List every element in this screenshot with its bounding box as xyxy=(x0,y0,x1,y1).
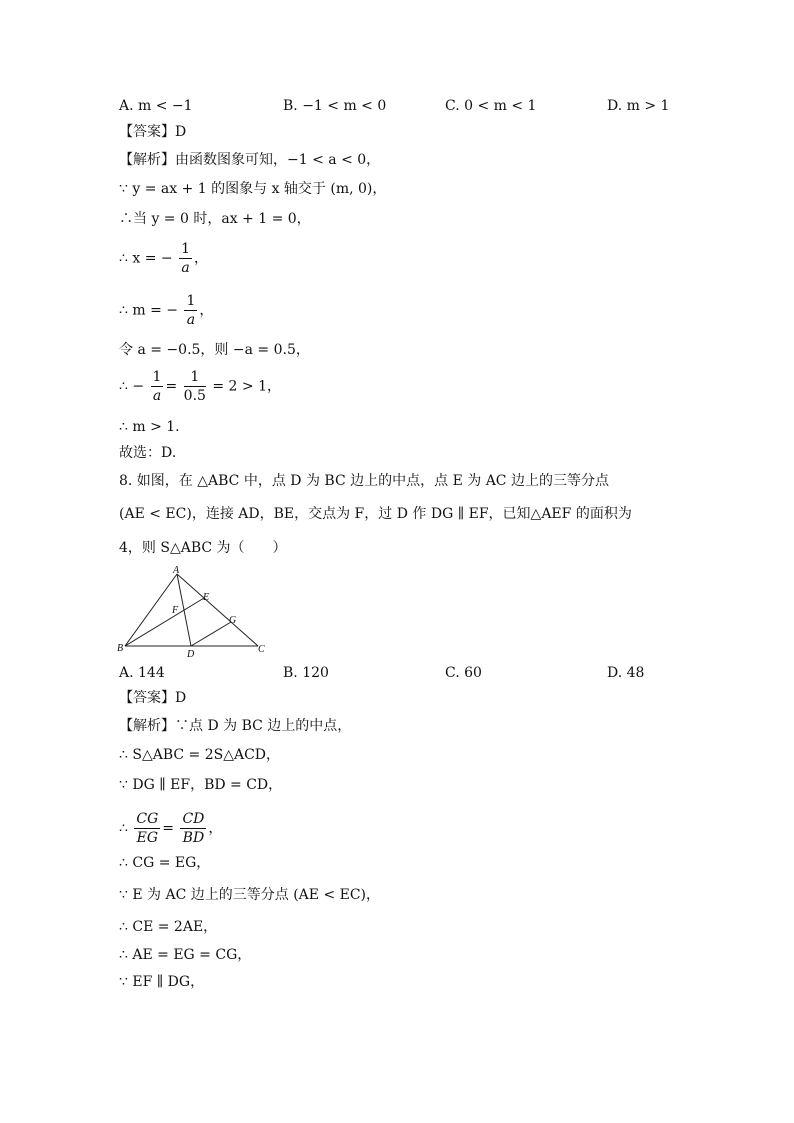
q8-option-c: C. 60 xyxy=(445,665,482,681)
q7-neg-prefix: ∴ − xyxy=(119,378,145,395)
label-f: F xyxy=(172,605,179,616)
q7-analysis-line-4: ∴ x = − $\frac{1}{a}$ ， xyxy=(119,241,208,276)
label-c: C xyxy=(258,644,265,655)
q8-answer: 【答案】D xyxy=(119,690,187,706)
q7-option-d: D. m > 1 xyxy=(607,98,670,114)
q7-m-expression: ∴ m = − xyxy=(119,302,178,319)
fraction-numerator: 1 xyxy=(184,368,206,387)
q8-fraction-cg-eg xyxy=(134,810,160,847)
q8-analysis-line-9: ∵ EF ∥ DG， xyxy=(119,974,205,990)
q8-analysis-line-2: ∴ S△ABC = 2S△ACD， xyxy=(119,747,281,763)
fraction-numerator: 1 xyxy=(186,293,196,309)
q8-stem-line-1: 8. 如图，在 △ABC 中，点 D 为 BC 边上的中点，点 E 为 AC 边上的三等分点 xyxy=(119,473,609,489)
label-g: G xyxy=(229,615,237,626)
q8-analysis-line-4: ∴ $\frac{CG}{EG}$ = $\frac{CD}{BD}$ ， xyxy=(119,811,223,846)
triangle-figure xyxy=(112,564,272,660)
q7-fraction-1-over-a-3 xyxy=(151,368,164,405)
q7-analysis-line-3: ∴当 y = 0 时，ax + 1 = 0， xyxy=(119,211,311,227)
q8-option-d: D. 48 xyxy=(607,665,645,681)
q8-analysis-line-7: ∴ CE = 2AE， xyxy=(119,919,218,935)
fraction-denominator: a xyxy=(186,312,196,328)
label-b: B xyxy=(117,643,124,654)
fraction-numerator: CG xyxy=(136,811,159,827)
fraction-numerator: CD xyxy=(182,811,205,827)
q7-analysis-line-1: 【解析】由函数图象可知，−1 < a < 0， xyxy=(119,152,381,168)
q7-x-expression: ∴ x = − xyxy=(119,250,173,267)
q8-therefore: ∴ xyxy=(119,820,128,837)
fraction-numerator: 1 xyxy=(152,369,162,385)
q7-analysis-line-7: ∴ − $\frac{1}{a}$ = $\frac{1}{0.5}$ = 2 > 1， xyxy=(119,369,281,404)
q8-fraction-cd-bd xyxy=(180,810,206,847)
q8-analysis-line-1: 【解析】∵点 D 为 BC 边上的中点， xyxy=(119,718,352,734)
q7-option-a: A. m < −1 xyxy=(119,98,193,114)
q7-analysis-line-5: ∴ m = − $\frac{1}{a}$ ， xyxy=(119,293,214,328)
fraction-denominator: a xyxy=(181,260,190,276)
q8-analysis-line-5: ∴ CG = EG， xyxy=(119,855,211,871)
fraction-denominator: a xyxy=(152,388,162,404)
q8-fraction-tail: ， xyxy=(208,820,223,837)
q8-option-b: B. 120 xyxy=(283,665,329,681)
fraction-denominator: 0.5 xyxy=(183,388,206,404)
q7-analysis-line-8: ∴ m > 1. xyxy=(119,419,180,435)
q7-fraction-1-over-a xyxy=(179,240,192,277)
q7-analysis-line-2: ∵ y = ax + 1 的图象与 x 轴交于 (m, 0)， xyxy=(119,181,387,197)
q8-stem-line-3: 4，则 S△ABC 为（ ） xyxy=(119,540,287,556)
q8-stem-line-2: (AE < EC)，连接 AD，BE，交点为 F，过 D 作 DG ∥ EF，已知△AEF 的面积为 xyxy=(119,506,632,522)
fraction-denominator: BD xyxy=(182,830,205,846)
q7-fraction-tail: = 2 > 1， xyxy=(207,378,281,395)
q7-answer: 【答案】D xyxy=(119,124,187,140)
q8-option-a: A. 144 xyxy=(119,665,165,681)
q7-fraction-1-over-half xyxy=(184,368,206,405)
q7-option-b: B. −1 < m < 0 xyxy=(283,98,387,114)
fraction-denominator: EG xyxy=(136,830,159,846)
label-a: A xyxy=(173,565,180,576)
fraction-numerator: 1 xyxy=(181,241,190,257)
q8-analysis-line-6: ∵ E 为 AC 边上的三等分点 (AE < EC)， xyxy=(119,887,381,903)
q8-analysis-line-8: ∴ AE = EG = CG， xyxy=(119,947,252,963)
q8-analysis-line-3: ∵ DG ∥ EF，BD = CD， xyxy=(119,777,283,793)
q7-fraction-1-over-a-2 xyxy=(184,292,197,329)
q7-analysis-line-9: 故选：D. xyxy=(119,445,177,461)
q7-analysis-line-6: 令 a = −0.5，则 −a = 0.5， xyxy=(119,342,310,358)
label-e: E xyxy=(203,592,210,603)
q7-option-c: C. 0 < m < 1 xyxy=(445,98,537,114)
label-d: D xyxy=(187,649,195,660)
